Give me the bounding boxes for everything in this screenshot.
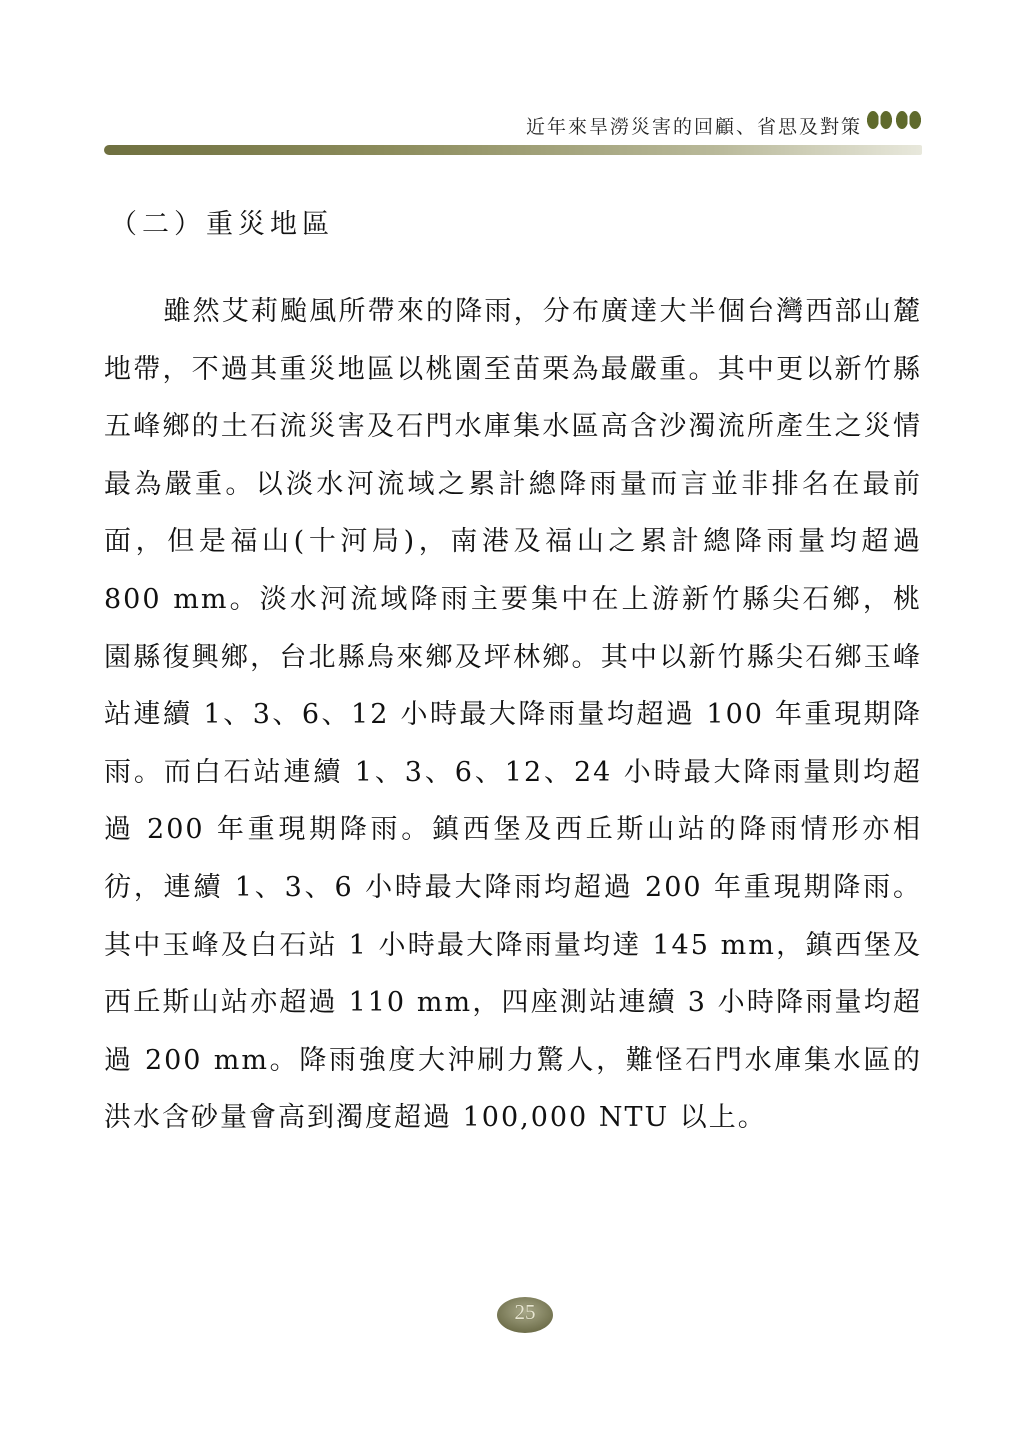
- double-leaf-ornament-icon: [866, 106, 922, 134]
- page-number: 25: [514, 1300, 536, 1324]
- running-header-title: 近年來旱澇災害的回顧、省思及對策: [525, 116, 862, 138]
- section-heading: （二）重災地區: [110, 209, 334, 240]
- header-divider: [104, 145, 922, 155]
- body-paragraph: 雖然艾莉颱風所帶來的降雨，分布廣達大半個台灣西部山麓地帶，不過其重災地區以桃園至苗栗為最嚴重。其中更以新竹縣五峰鄉的土石流災害及石門水庫集水區高含沙濁流所產生之災情最為嚴重。以淡水河流域之累計總降雨量而言並非排名在最前面，但是福山(十河局)，南港及福山之累計總降雨量均超過 800 mm。淡水河流域降雨主要集中在上游新竹縣尖石鄉，桃園縣復興鄉，台北縣烏來鄉及坪林鄉。其中以新竹縣尖石鄉玉峰站連續 1、3、6、12 小時最大降雨量均超過 100 年重現期降雨。而白石站連續 1、3、6、12、24 小時最大降雨量則均超過 200 年重現期降雨。鎮西堡及西丘斯山站的降雨情形亦相彷，連續 1、3、6 小時最大降雨均超過 200 年重現期降雨。其中玉峰及白石站 1 小時最大降雨量均達 145 mm，鎮西堡及西丘斯山站亦超過 110 mm，四座測站連續 3 小時降雨量均超過 200 mm。降雨強度大沖刷力驚人，難怪石門水庫集水區的洪水含砂量會高到濁度超過 100,000 NTU 以上。: [104, 296, 922, 1134]
